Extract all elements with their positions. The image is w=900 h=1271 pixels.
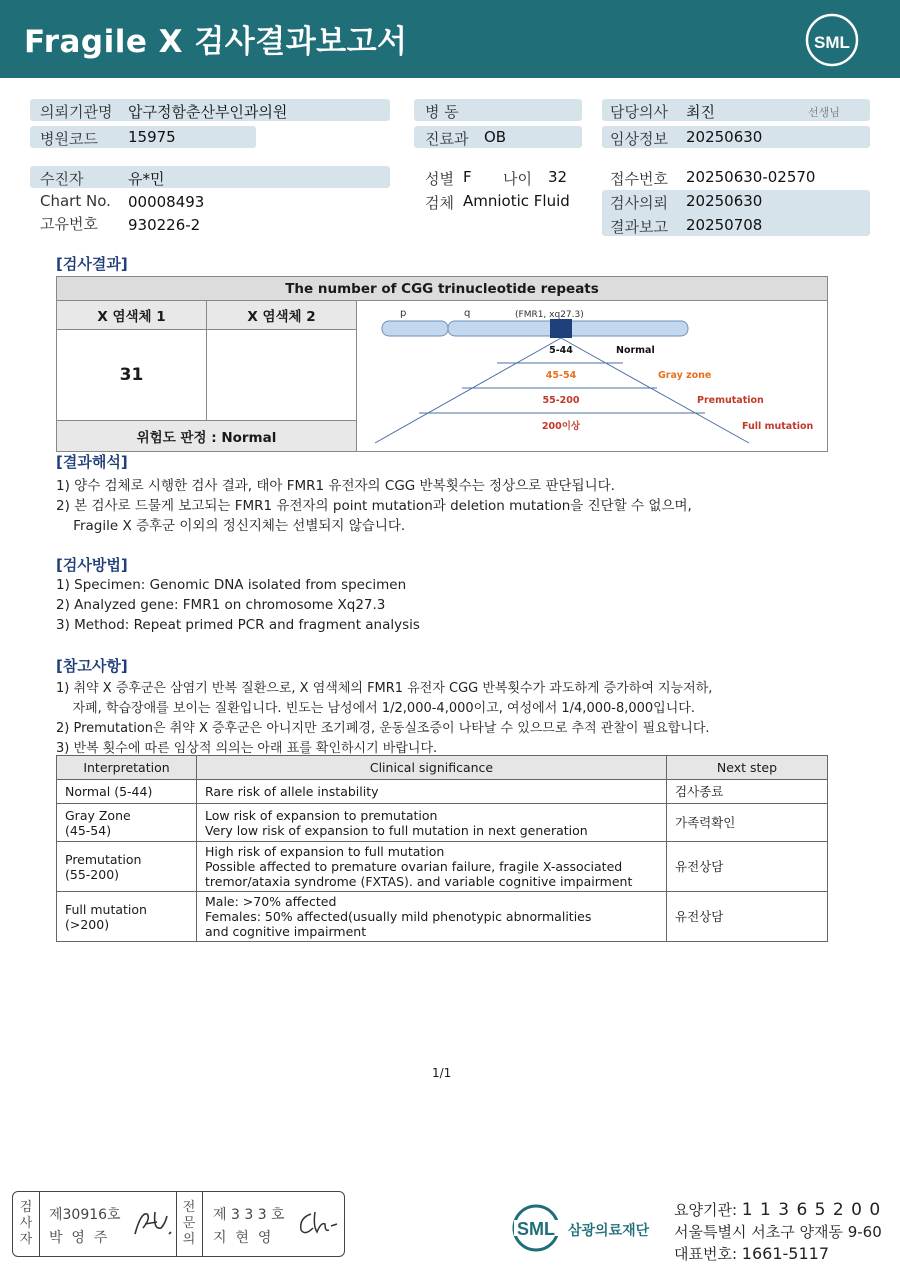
request-value: 20250630 (686, 192, 763, 210)
ref-interp: Premutation (65, 851, 142, 867)
reference-line: 2) Premutation은 취약 X 증후군은 아니지만 조기폐경, 운동실조증이 나타날 수 있으므로 추적 관찰이 필요합니다. (56, 721, 710, 736)
q-arm-label: q (463, 308, 471, 319)
unique-value: 930226-2 (128, 216, 201, 234)
footer-logo (510, 1200, 670, 1260)
footer-code-row (674, 1199, 881, 1220)
ref-sig: Possible affected to premature ovarian failure, fragile X-associated (205, 859, 623, 874)
ref-sig: and cognitive impairment (205, 924, 367, 939)
report-header (0, 0, 900, 78)
ref-interp: Gray Zone (65, 807, 131, 823)
specimen-label: 검체 (425, 194, 454, 212)
clinical-value: 20250630 (686, 128, 763, 146)
report-value: 20250708 (686, 216, 763, 234)
report-title: Fragile X 검사결과보고서 (24, 24, 408, 60)
ref-sig: tremor/ataxia syndrome (FXTAS). and variable cognitive impairment (205, 874, 633, 889)
specialist-name: 지 현 영 (213, 1230, 272, 1246)
age-label: 나이 (503, 170, 532, 188)
report-label: 결과보고 (610, 218, 668, 236)
doctor-label: 담당의사 (610, 103, 668, 121)
x2-header: X 염색체 2 (207, 301, 357, 330)
table-row (57, 780, 828, 804)
x2-value (207, 329, 357, 421)
interpretation-section-title: [결과해석] (56, 453, 128, 471)
table-row (57, 892, 828, 942)
tier-label-normal: Normal (615, 345, 655, 356)
fmr1-locus-marker (550, 319, 572, 338)
x1-value: 31 (57, 329, 207, 421)
institution-value: 압구정함춘산부인과의원 (128, 103, 288, 121)
reference-line: 자폐, 학습장애를 보이는 질환입니다. 빈도는 남성에서 1/2,000-4,000이고, 여성에서 1/4,000-8,000입니다. (56, 701, 695, 716)
tier-range-premutation: 55-200 (542, 395, 580, 406)
risk-assessment: 위험도 판정 : Normal (57, 421, 357, 452)
ref-sig: Females: 50% affected(usually mild phenotypic abnormalities (205, 909, 592, 924)
receipt-value: 20250630-02570 (686, 168, 816, 186)
specimen-value: Amniotic Fluid (463, 192, 570, 210)
ref-header-significance: Clinical significance (197, 756, 667, 780)
age-value: 32 (548, 168, 568, 186)
hospital-code-label: 병원코드 (40, 130, 98, 148)
ref-interp: Full mutation (65, 901, 147, 917)
footer-code-label: 요양기관: (674, 1201, 738, 1219)
ref-sig: Rare risk of allele instability (205, 784, 379, 799)
ref-interp: (55-200) (65, 866, 120, 882)
receipt-label: 접수번호 (610, 170, 668, 188)
ref-sig: Male: >70% affected (205, 894, 337, 909)
examiner-license: 제30916호 (49, 1207, 121, 1223)
footer-logo-text: SML (517, 1219, 555, 1239)
repeat-diagram (357, 301, 827, 447)
ref-next: 검사종료 (667, 780, 828, 804)
examiner-signature (131, 1206, 175, 1240)
ref-sig: Very low risk of expansion to full mutation in next generation (205, 822, 588, 838)
x1-header: X 염색체 1 (57, 301, 207, 330)
sex-value: F (463, 168, 472, 186)
footer-address: 서울특별시 서초구 양재동 9-60 (674, 1223, 882, 1241)
unique-label: 고유번호 (40, 215, 98, 233)
ref-next: 가족력확인 (667, 804, 828, 842)
doctor-value: 최진 (686, 103, 715, 121)
dept-label: 진료과 (425, 130, 469, 148)
result-table (56, 276, 828, 452)
ref-header-interpretation: Interpretation (57, 756, 197, 780)
signature-box (12, 1191, 345, 1257)
sex-label: 성별 (425, 170, 454, 188)
doctor-suffix: 선생님 (808, 106, 840, 119)
chart-label: Chart No. (40, 192, 111, 210)
reference-line: 3) 반복 횟수에 따른 임상적 의의는 아래 표를 확인하시기 바랍니다. (56, 741, 438, 756)
ref-sig: Low risk of expansion to premutation (205, 807, 438, 823)
table-row (57, 804, 828, 842)
specialist-license: 제 3 3 3 호 (213, 1207, 285, 1223)
chart-value: 00008493 (128, 193, 205, 211)
tier-label-premutation: Premutation (696, 395, 764, 406)
dept-value: OB (484, 128, 507, 146)
ref-interp: Normal (5-44) (65, 784, 153, 799)
method-section-title: [검사방법] (56, 556, 128, 574)
result-caption: The number of CGG trinucleotide repeats (57, 277, 828, 301)
ref-sig: High risk of expansion to full mutation (205, 844, 445, 859)
footer-phone: 1661-5117 (741, 1244, 830, 1263)
tier-range-full: 200이상 (541, 421, 581, 432)
ref-interp: (45-54) (65, 822, 112, 838)
footer-phone-row (674, 1243, 829, 1264)
footer-org: 삼광의료재단 (568, 1223, 650, 1239)
tier-label-full: Full mutation (741, 421, 814, 432)
examiner-label: 검사자 (19, 1200, 33, 1247)
tier-label-gray: Gray zone (657, 370, 712, 381)
reference-section-title: [참고사항] (56, 657, 128, 675)
patient-bar (30, 166, 390, 188)
specialist-label: 전문의 (182, 1200, 196, 1247)
request-label: 검사의뢰 (610, 194, 668, 212)
p-arm-label: p (399, 308, 407, 319)
examiner-name: 박 영 주 (49, 1230, 108, 1246)
institution-label: 의뢰기관명 (40, 103, 113, 121)
result-section-title: [검사결과] (56, 255, 128, 273)
interpretation-line: Fragile X 증후군 이외의 정신지체는 선별되지 않습니다. (56, 518, 406, 534)
interpretation-line: 2) 본 검사로 드물게 보고되는 FMR1 유전자의 point mutation과 deletion mutation을 진단할 수 없으며, (56, 498, 692, 514)
footer-code: 1 1 3 6 5 2 0 0 (741, 1200, 882, 1220)
footer-logo-mark (510, 1200, 670, 1256)
specialist-signature (295, 1208, 339, 1238)
reference-line: 1) 취약 X 증후군은 삼염기 반복 질환으로, X 염색체의 FMR1 유전자 CGG 반복횟수가 과도하게 증가하여 지능저하, (56, 681, 713, 696)
ref-next: 유전상담 (667, 892, 828, 942)
method-line: 3) Method: Repeat primed PCR and fragment analysis (56, 617, 420, 633)
ward-label: 병 동 (425, 103, 459, 121)
tier-range-normal: 5-44 (549, 345, 573, 356)
ref-next: 유전상담 (667, 842, 828, 892)
page-number: 1/1 (432, 1066, 452, 1080)
table-row (57, 842, 828, 892)
reference-table (56, 755, 828, 942)
tier-range-gray: 45-54 (545, 370, 577, 381)
footer-phone-label: 대표번호: (674, 1245, 738, 1263)
method-line: 2) Analyzed gene: FMR1 on chromosome Xq27.3 (56, 597, 386, 613)
sml-logo-text: SML (814, 33, 850, 52)
sml-logo (804, 12, 860, 68)
hospital-code-value: 15975 (128, 128, 176, 146)
locus-label: (FMR1, xq27.3) (514, 310, 584, 320)
patient-label: 수진자 (40, 170, 84, 188)
repeat-diagram-cell (356, 301, 827, 452)
ref-interp: (>200) (65, 916, 110, 932)
patient-value: 유*민 (128, 170, 165, 188)
method-line: 1) Specimen: Genomic DNA isolated from specimen (56, 577, 407, 593)
interpretation-line: 1) 양수 검체로 시행한 검사 결과, 태아 FMR1 유전자의 CGG 반복횟수는 정상으로 판단됩니다. (56, 478, 615, 494)
ref-header-next: Next step (667, 756, 828, 780)
clinical-label: 임상정보 (610, 130, 668, 148)
